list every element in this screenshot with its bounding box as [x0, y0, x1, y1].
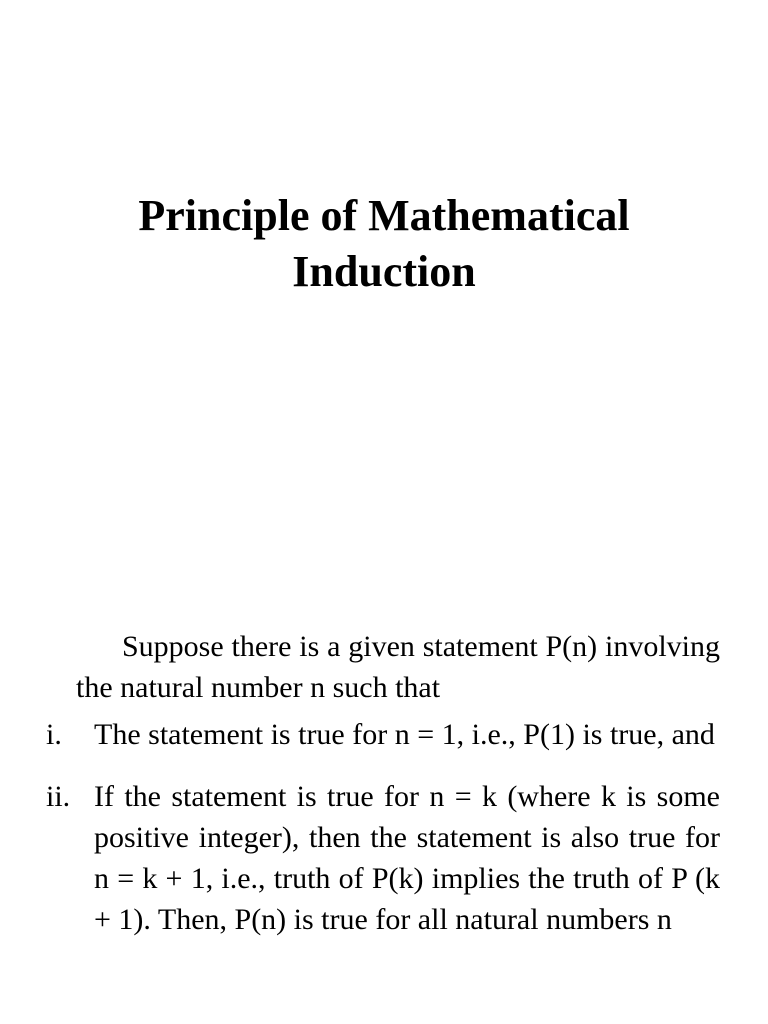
intro-paragraph: Suppose there is a given statement P(n) involving the natural number n such that [76, 630, 720, 704]
slide-body [0, 626, 768, 961]
list-item [0, 714, 768, 755]
list-marker: i. [46, 718, 62, 751]
list-item [0, 776, 768, 940]
title-line-2: Induction [292, 247, 476, 296]
slide-title [0, 188, 768, 300]
title-line-1: Principle of Mathematical [138, 191, 630, 240]
list-marker: ii. [46, 780, 71, 813]
list-item-text: If the statement is true for n = k (where k is some positive integer), then the statement is also true for n = k + 1, i.e., truth of P(k) implies the truth of P (k + 1). Then, P(n) is true for all natural numbers n [94, 780, 720, 936]
condition-list [0, 714, 768, 940]
list-item-text: The statement is true for n = 1, i.e., P(1) is true, and [94, 718, 715, 751]
